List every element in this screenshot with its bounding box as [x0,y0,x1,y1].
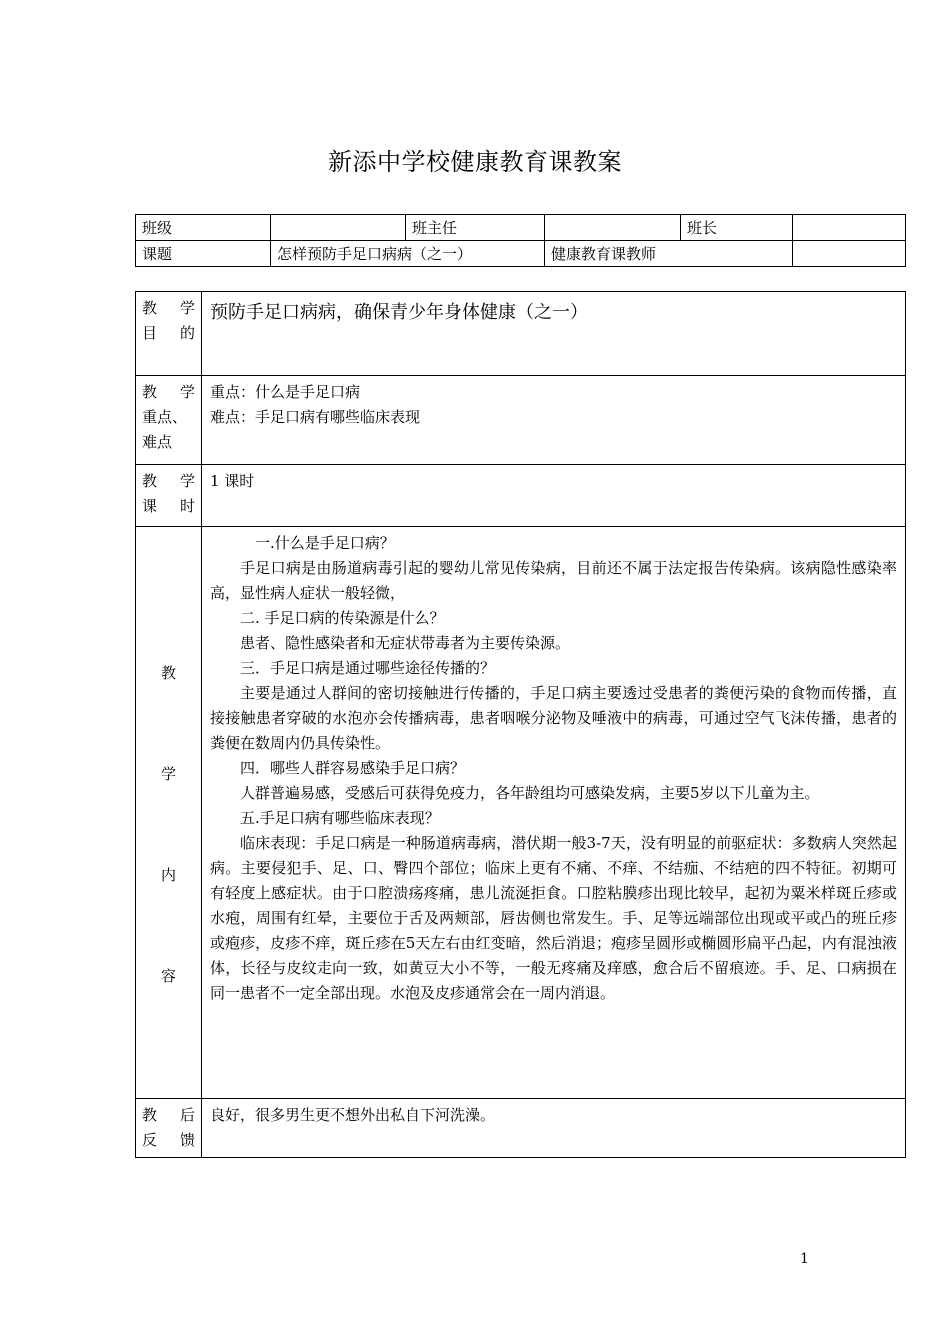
answer-5: 临床表现：手足口病是一种肠道病毒病，潜伏期一般3-7天，没有明显的前驱症状：多数病人突然起病。主要侵犯手、足、口、臀四个部位；临床上更有不痛、不痒、不结痂、不结疤的四不特征。初期可有轻度上感症状。由于口腔溃疡疼痛，患儿流涎拒食。口腔粘膜疹出现比较早，起初为粟米样斑丘疹或水疱，周围有红晕，主要位于舌及两颊部，唇齿侧也常发生。手、足等远端部位出现或平或凸的班丘疹或疱疹，皮疹不痒，斑丘疹在5天左右由红变暗，然后消退；疱疹呈圆形或椭圆形扁平凸起，内有混浊液体，长径与皮纹走向一致，如黄豆大小不等，一般无疼痛及痒感，愈合后不留痕迹。手、足、口病损在同一患者不一定全部出现。水泡及皮疹通常会在一周内消退。 [210,834,897,1002]
difficulty: 难点：手足口病有哪些临床表现 [210,408,421,426]
purpose-label: 教 学 目 的 [136,292,202,376]
teacher-label: 健康教育课教师 [545,241,793,267]
info-row-1 [136,215,906,241]
answer-4: 人群普遍易感，受感后可获得免疫力，各年龄组均可感染发病，主要5岁以下儿童为主。 [240,784,820,802]
question-5: 五.手足口病有哪些临床表现？ [240,809,440,827]
info-table [135,214,906,267]
feedback-content: 良好，很多男生更不想外出私自下河洗澡。 [202,1099,906,1158]
focus-label: 教 学 重点、 难点 [136,376,202,465]
teacher-value [793,241,906,267]
purpose-text: 预防手足口病病，确保青少年身体健康（之一） [210,302,588,323]
main-table [135,291,906,1158]
feedback-row [136,1099,906,1158]
monitor-label: 班长 [681,215,793,241]
monitor-value [793,215,906,241]
hours-content: 1 课时 [202,465,906,527]
question-1: 一.什么是手足口病？ [255,534,395,552]
hours-label: 教 学 课 时 [136,465,202,527]
head-teacher-label: 班主任 [406,215,545,241]
content-body [202,527,906,1099]
answer-3: 主要是通过人群间的密切接触进行传播的，手足口病主要透过受患者的粪便污染的食物而传播，直接接触患者穿破的水泡亦会传播病毒，患者咽喉分泌物及唾液中的病毒，可通过空气飞沫传播，患者的粪便在数周内仍具传染性。 [210,684,897,752]
topic-value: 怎样预防手足口病病（之一） [271,241,545,267]
question-2: 二. 手足口病的传染源是什么？ [240,609,445,627]
answer-2: 患者、隐性感染者和无症状带毒者为主要传染源。 [240,634,571,652]
key-point: 重点：什么是手足口病 [210,383,361,401]
question-4: 四．哪些人群容易感染手足口病？ [240,759,466,777]
purpose-content [202,292,906,376]
page-title: 新添中学校健康教育课教案 [328,148,622,176]
content-label: 教 学 内 容 [136,527,202,1099]
focus-content [202,376,906,465]
head-teacher-value [545,215,681,241]
content-row [136,527,906,1099]
purpose-row [136,292,906,376]
feedback-label: 教 后 反 馈 [136,1099,202,1158]
focus-row [136,376,906,465]
answer-1: 手足口病是由肠道病毒引起的婴幼儿常见传染病，目前还不属于法定报告传染病。该病隐性感染率高，显性病人症状一般轻微， [210,559,897,602]
info-row-2 [136,241,906,267]
class-label: 班级 [136,215,271,241]
question-3: 三．手足口病是通过哪些途径传播的？ [240,659,496,677]
page-number: 1 [800,1251,809,1267]
topic-label: 课题 [136,241,271,267]
class-value [271,215,406,241]
hours-row [136,465,906,527]
